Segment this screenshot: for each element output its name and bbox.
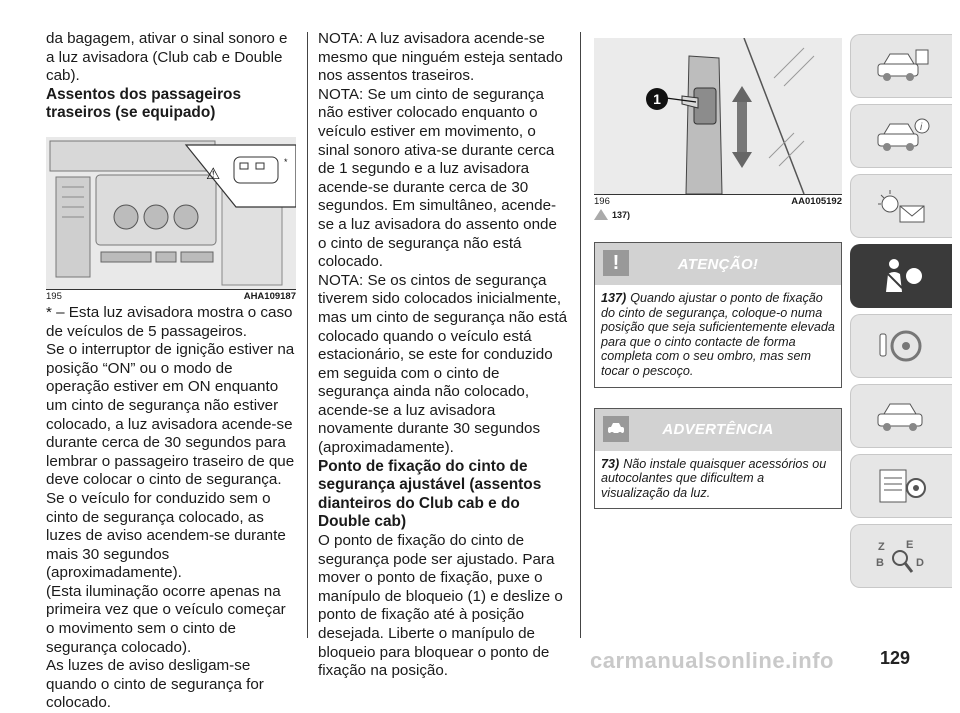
attention-title: ATENÇÃO! — [677, 255, 759, 273]
attention-box — [594, 242, 842, 388]
note-number: 73) — [601, 456, 620, 471]
chapter-tabs — [850, 34, 952, 594]
note-text: Quando ajustar o ponto de fixação do cinto de segurança, coloque-o numa posição que seja suficientemente elevada para que o cinto contacte de forma completa com o seu ombro, mas sem tocar o pescoço. — [601, 291, 835, 378]
car-warning-icon — [603, 416, 629, 442]
figure-code: AA0105192 — [791, 196, 842, 207]
tab-warning-lights[interactable] — [850, 174, 952, 238]
paragraph: * – Esta luz avisadora mostra o caso de veículos de 5 passageiros. — [46, 303, 293, 340]
warning-header — [595, 409, 841, 451]
warning-lights-icon — [872, 186, 932, 226]
belt-anchor-illustration — [594, 38, 842, 194]
warning-body — [595, 451, 841, 509]
tab-index[interactable] — [850, 524, 952, 588]
exclamation-icon: ! — [603, 250, 629, 276]
car-emergency-icon — [872, 396, 932, 436]
svg-text:Z: Z — [877, 541, 885, 553]
warning-box — [594, 408, 842, 510]
index-search-icon — [872, 536, 932, 576]
figure-code: AHA109187 — [243, 290, 296, 302]
column-1 — [46, 30, 296, 713]
tab-steering-controls[interactable] — [850, 314, 952, 378]
tab-car-emergency[interactable] — [850, 384, 952, 448]
column-3 — [594, 38, 842, 509]
tab-maintenance[interactable] — [850, 454, 952, 518]
figure-number: 195 — [46, 290, 62, 302]
figure-caption — [46, 289, 296, 304]
figure-number: 196 — [594, 196, 610, 207]
note-number: 137) — [601, 291, 627, 305]
paragraph: O ponto de fixação do cinto de segurança pode ser ajustado. Para mover o ponto de fixação, puxe o manípulo de bloqueio (1) e deslize o ponto de fixação até à posição desejada. Liberte o manípulo de bloqueio para bloquear o ponto de fixação na posição. — [318, 532, 563, 680]
car-icon — [606, 421, 626, 437]
note-text: Não instale quaisquer acessórios ou autocolantes que dificultem a visualização da luz. — [601, 456, 827, 500]
tab-seatbelt-airbag[interactable] — [850, 244, 952, 308]
attention-header — [595, 243, 841, 285]
paragraph: NOTA: Se os cintos de segurança tiverem sido colocados inicialmente, mas um cinto de segurança não está colocado quando o veículo está estacionário, se este for conduzido em seguida com o cinto de segurança ainda não colocado, acende-se a luz avisadora novamente durante 30 segundos (aproximadamente). — [318, 271, 568, 457]
column-2 — [318, 30, 568, 681]
car-information-icon — [872, 116, 932, 156]
maintenance-list-icon — [872, 466, 932, 506]
tab-car-info[interactable] — [850, 34, 952, 98]
attention-body — [595, 285, 841, 387]
svg-text:E: E — [905, 539, 913, 551]
svg-text:B: B — [875, 557, 884, 569]
paragraph: (Esta iluminação ocorre apenas na primeira vez que o veículo começar o movimento sem o cinto de segurança colocado). — [46, 582, 286, 656]
paragraph: As luzes de aviso desligam-se quando o cinto de segurança for colocado. — [46, 657, 264, 712]
warning-title: ADVERTÊNCIA — [662, 421, 774, 439]
paragraph: da bagagem, ativar o sinal sonoro e a luz avisadora (Club cab e Double cab). — [46, 30, 288, 85]
note-reference-number: 137) — [612, 209, 631, 220]
svg-text:D: D — [915, 557, 924, 569]
watermark: carmanualsonline.info — [590, 648, 834, 673]
tab-car-information[interactable] — [850, 104, 952, 168]
column-divider — [580, 32, 581, 638]
column-divider — [307, 32, 308, 638]
section-heading: Assentos dos passageiros traseiros (se equipado) — [46, 85, 242, 122]
warning-triangle-icon — [594, 209, 608, 220]
svg-text:i: i — [919, 122, 922, 133]
steering-controls-icon — [872, 326, 932, 366]
paragraph: NOTA: Se um cinto de segurança não estiver colocado enquanto o veículo estiver em movimento, o sinal sonoro ativa-se durante cerca de 1 segundo e a luz avisadora acende-se durante cerca de 30 segundos. Em simultâneo, acende-se a luz avisadora do assento onde o cinto de segurança não está colocado. — [318, 85, 557, 271]
paragraph: Se o veículo for conduzido sem o cinto de segurança colocado, as luzes de aviso acendem-se durante mais 30 segundos (aproximadamente). — [46, 489, 286, 582]
figure-caption — [594, 194, 842, 209]
svg-text:*: * — [284, 156, 288, 167]
figure-195-dashboard — [46, 137, 296, 289]
section-heading: Ponto de fixação do cinto de segurança ajustável (assentos dianteiros do Club cab e do Double cab) — [318, 457, 542, 531]
paragraph: Se o interruptor de ignição estiver na posição “ON” ou o modo de operação estiver em ON enquanto um cinto de segurança não estiver colocado, a luz avisadora acende-se durante cerca de 30 segundos para lembrar o passageiro traseiro de que deve colocar o cinto de segurança. — [46, 341, 295, 489]
svg-text:⚠: ⚠ — [206, 163, 221, 183]
note-reference — [594, 209, 842, 220]
callout-1: 1 — [646, 88, 668, 110]
seatbelt-airbag-icon — [872, 256, 932, 296]
page-number: 129 — [880, 648, 911, 668]
car-info-icon — [872, 46, 932, 86]
dashboard-illustration — [46, 137, 296, 289]
figure-196-belt-anchor — [594, 38, 842, 194]
paragraph: NOTA: A luz avisadora acende-se mesmo que ninguém esteja sentado nos assentos traseiros. — [318, 30, 563, 85]
